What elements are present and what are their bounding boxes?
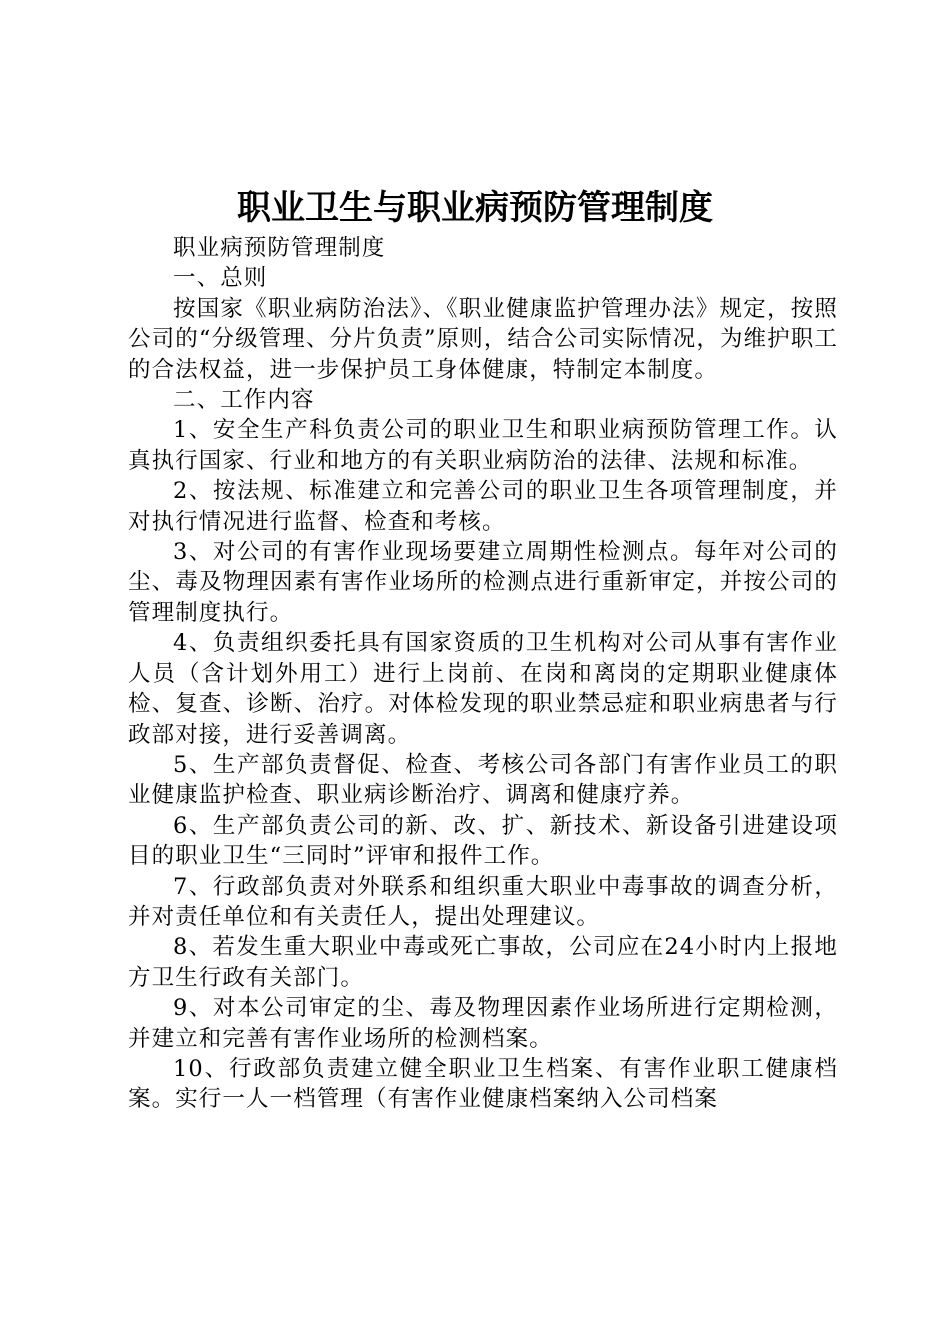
paragraph: 4、负责组织委托具有国家资质的卫生机构对公司从事有害作业人员（含计划外用工）进行上岗前、在岗和离岗的定期职业健康体检、复查、诊断、治疗。对体检发现的职业禁忌症和职业病患者与行政部对接，进行妥善调离。 [128,630,838,748]
paragraph: 3、对公司的有害作业现场要建立周期性检测点。每年对公司的尘、毒及物理因素有害作业场所的检测点进行重新审定，并按公司的管理制度执行。 [128,539,838,626]
document-body [128,233,838,1115]
section-heading-work-content: 二、工作内容 [173,387,315,414]
paragraph: 按国家《职业病防治法》、《职业健康监护管理办法》规定，按照公司的“分级管理、分片负责”原则，结合公司实际情况，为维护职工的合法权益，进一步保护员工身体健康，特制定本制度。 [128,295,838,383]
paragraph: 10、行政部负责建立健全职业卫生档案、有害作业职工健康档案。实行一人一档管理（有害作业健康档案纳入公司档案 [128,1055,838,1113]
paragraph: 5、生产部负责督促、检查、考核公司各部门有害作业员工的职业健康监护检查、职业病诊断治疗、调离和健康疗养。 [128,751,838,809]
paragraph: 6、生产部负责公司的新、改、扩、新技术、新设备引进建设项目的职业卫生“三同时”评审和报件工作。 [128,812,838,870]
document-title: 职业卫生与职业病预防管理制度 [237,188,713,228]
paragraph: 2、按法规、标准建立和完善公司的职业卫生各项管理制度，并对执行情况进行监督、检查和考核。 [128,478,838,535]
subtitle-paragraph: 职业病预防管理制度 [173,235,386,261]
section-heading-general: 一、总则 [173,265,268,292]
paragraph: 1、安全生产科负责公司的职业卫生和职业病预防管理工作。认真执行国家、行业和地方的有关职业病防治的法律、法规和标准。 [128,417,838,474]
paragraph: 7、行政部负责对外联系和组织重大职业中毒事故的调查分析，并对责任单位和有关责任人，提出处理建议。 [128,873,838,930]
paragraph: 8、若发生重大职业中毒或死亡事故，公司应在24小时内上报地方卫生行政有关部门。 [128,934,838,991]
paragraph: 9、对本公司审定的尘、毒及物理因素作业场所进行定期检测，并建立和完善有害作业场所的检测档案。 [128,995,838,1052]
